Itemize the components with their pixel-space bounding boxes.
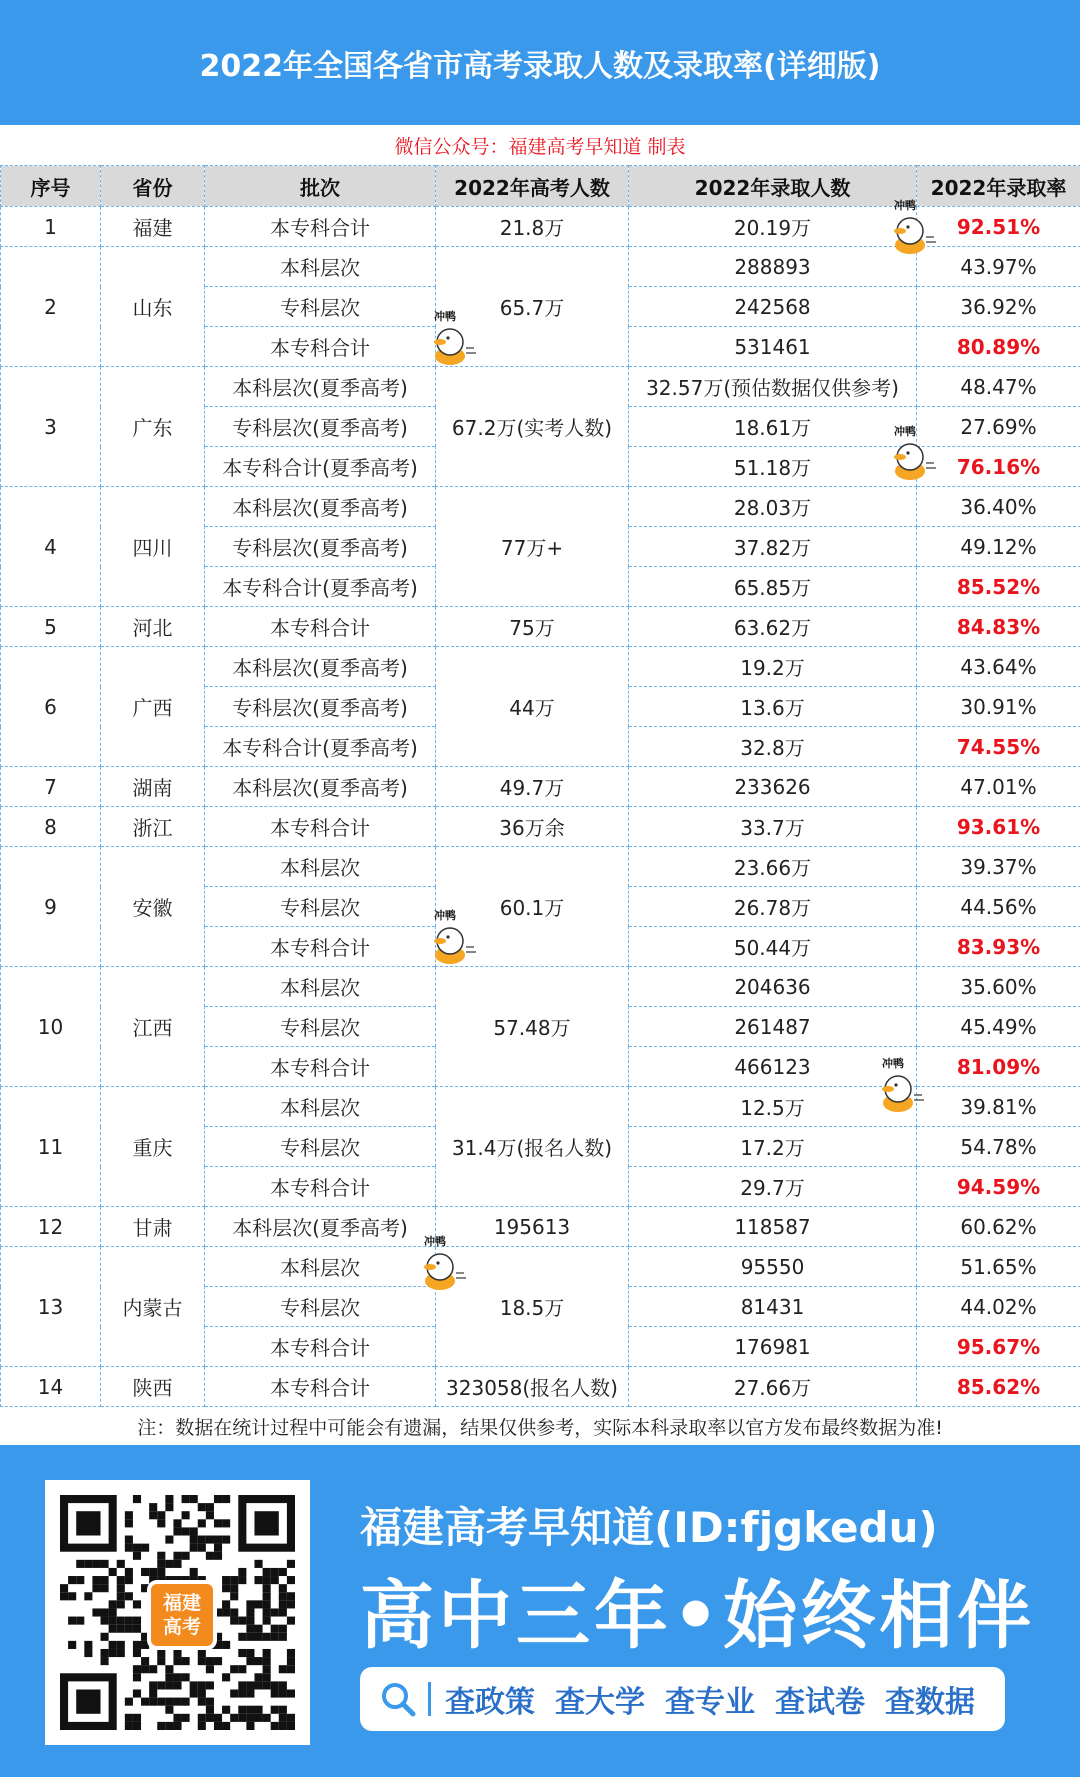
serial-cell: 4 [1, 487, 101, 607]
province-cell: 甘肃 [101, 1207, 205, 1247]
batch-cell: 本专科合计 [205, 1367, 436, 1407]
batch-cell: 专科层次 [205, 887, 436, 927]
examinees-cell: 18.5万 [436, 1247, 629, 1367]
serial-cell: 3 [1, 367, 101, 487]
admitted-cell: 18.61万 [629, 407, 917, 447]
batch-cell: 专科层次 [205, 1127, 436, 1167]
province-cell: 山东 [101, 247, 205, 367]
admitted-cell: 32.8万 [629, 727, 917, 767]
province-cell: 河北 [101, 607, 205, 647]
examinees-cell: 75万 [436, 607, 629, 647]
rate-cell: 39.37% [917, 847, 1080, 887]
batch-cell: 专科层次 [205, 287, 436, 327]
rate-cell: 74.55% [917, 727, 1080, 767]
admitted-cell: 17.2万 [629, 1127, 917, 1167]
serial-cell: 14 [1, 1367, 101, 1407]
serial-cell: 2 [1, 247, 101, 367]
rate-cell: 49.12% [917, 527, 1080, 567]
batch-cell: 专科层次(夏季高考) [205, 527, 436, 567]
admitted-cell: 63.62万 [629, 607, 917, 647]
search-item-university[interactable]: 查大学 [555, 1685, 645, 1720]
qr-badge-line-2: 高考 [162, 1616, 201, 1638]
table-row [1, 967, 1080, 1007]
admitted-cell: 65.85万 [629, 567, 917, 607]
rate-cell: 92.51% [917, 207, 1080, 247]
batch-cell: 本专科合计(夏季高考) [205, 447, 436, 487]
rate-cell: 85.62% [917, 1367, 1080, 1407]
rate-cell: 27.69% [917, 407, 1080, 447]
admitted-cell: 95550 [629, 1247, 917, 1287]
subtitle: 微信公众号：福建高考早知道 制表 [394, 135, 686, 158]
batch-cell: 本专科合计(夏季高考) [205, 567, 436, 607]
column-header: 2022年高考人数 [436, 166, 629, 207]
column-header: 批次 [205, 166, 436, 207]
serial-cell: 6 [1, 647, 101, 767]
table-row [1, 647, 1080, 687]
serial-cell: 13 [1, 1247, 101, 1367]
table-row [1, 767, 1080, 807]
rate-cell: 81.09% [917, 1047, 1080, 1087]
province-cell: 江西 [101, 967, 205, 1087]
batch-cell: 本专科合计(夏季高考) [205, 727, 436, 767]
rate-cell: 83.93% [917, 927, 1080, 967]
batch-cell: 本科层次 [205, 1247, 436, 1287]
admitted-cell: 51.18万 [629, 447, 917, 487]
footnote: 注：数据在统计过程中可能会有遗漏，结果仅供参考，实际本科录取率以官方发布最终数据为准! [137, 1417, 943, 1439]
table-area [0, 125, 1080, 1445]
search-item-exam-papers[interactable]: 查试卷 [775, 1685, 865, 1720]
rate-cell: 36.40% [917, 487, 1080, 527]
table-row [1, 207, 1080, 247]
rate-cell: 95.67% [917, 1327, 1080, 1367]
province-cell: 福建 [101, 207, 205, 247]
search-item-policy[interactable]: 查政策 [445, 1685, 535, 1720]
examinees-cell: 44万 [436, 647, 629, 767]
serial-cell: 1 [1, 207, 101, 247]
table-row [1, 1207, 1080, 1247]
table-row [1, 1247, 1080, 1287]
admitted-cell: 176981 [629, 1327, 917, 1367]
batch-cell: 本专科合计 [205, 1047, 436, 1087]
admitted-cell: 118587 [629, 1207, 917, 1247]
table-row [1, 367, 1080, 407]
duck-sticker-label: 冲鸭 [894, 199, 916, 212]
examinees-cell: 77万+ [436, 487, 629, 607]
rate-cell: 84.83% [917, 607, 1080, 647]
province-cell: 浙江 [101, 807, 205, 847]
table-body [1, 207, 1080, 1407]
admitted-cell: 204636 [629, 967, 917, 1007]
batch-cell: 本科层次 [205, 847, 436, 887]
batch-cell: 专科层次 [205, 1287, 436, 1327]
table-row [1, 847, 1080, 887]
serial-cell: 5 [1, 607, 101, 647]
serial-cell: 10 [1, 967, 101, 1087]
province-cell: 四川 [101, 487, 205, 607]
province-cell: 重庆 [101, 1087, 205, 1207]
table-row [1, 247, 1080, 287]
batch-cell: 专科层次(夏季高考) [205, 687, 436, 727]
batch-cell: 本专科合计 [205, 1327, 436, 1367]
slogan: 高中三年•始终相伴 [360, 1573, 1036, 1659]
province-cell: 湖南 [101, 767, 205, 807]
admitted-cell: 531461 [629, 327, 917, 367]
table-row [1, 487, 1080, 527]
rate-cell: 94.59% [917, 1167, 1080, 1207]
batch-cell: 本专科合计 [205, 607, 436, 647]
examinees-cell: 60.1万 [436, 847, 629, 967]
admitted-cell: 23.66万 [629, 847, 917, 887]
batch-cell: 本科层次(夏季高考) [205, 647, 436, 687]
admitted-cell: 27.66万 [629, 1367, 917, 1407]
batch-cell: 本科层次 [205, 1087, 436, 1127]
admission-table [0, 165, 1080, 1407]
column-header: 序号 [1, 166, 101, 207]
rate-cell: 48.47% [917, 367, 1080, 407]
batch-cell: 本科层次(夏季高考) [205, 767, 436, 807]
rate-cell: 35.60% [917, 967, 1080, 1007]
rate-cell: 85.52% [917, 567, 1080, 607]
province-cell: 安徽 [101, 847, 205, 967]
examinees-cell: 65.7万 [436, 247, 629, 367]
examinees-cell: 195613 [436, 1207, 629, 1247]
duck-sticker-label: 冲鸭 [882, 1057, 904, 1070]
admitted-cell: 26.78万 [629, 887, 917, 927]
admitted-cell: 50.44万 [629, 927, 917, 967]
rate-cell: 30.91% [917, 687, 1080, 727]
table-row [1, 1367, 1080, 1407]
admitted-cell: 32.57万(预估数据仅供参考) [629, 367, 917, 407]
search-icon [378, 1679, 418, 1719]
duck-sticker-label: 冲鸭 [434, 310, 456, 323]
batch-cell: 本科层次(夏季高考) [205, 1207, 436, 1247]
province-cell: 广东 [101, 367, 205, 487]
qr-code[interactable] [45, 1480, 310, 1745]
batch-cell: 本专科合计 [205, 927, 436, 967]
footer-banner [0, 1445, 1080, 1777]
province-cell: 内蒙古 [101, 1247, 205, 1367]
table-header-row [1, 166, 1080, 207]
admitted-cell: 242568 [629, 287, 917, 327]
examinees-cell: 31.4万(报名人数) [436, 1087, 629, 1207]
rate-cell: 44.56% [917, 887, 1080, 927]
rate-cell: 93.61% [917, 807, 1080, 847]
admitted-cell: 28.03万 [629, 487, 917, 527]
table-row [1, 807, 1080, 847]
batch-cell: 本专科合计 [205, 1167, 436, 1207]
batch-cell: 专科层次(夏季高考) [205, 407, 436, 447]
rate-cell: 80.89% [917, 327, 1080, 367]
duck-sticker-label: 冲鸭 [894, 425, 916, 438]
batch-cell: 本专科合计 [205, 807, 436, 847]
rate-cell: 47.01% [917, 767, 1080, 807]
admitted-cell: 13.6万 [629, 687, 917, 727]
rate-cell: 39.81% [917, 1087, 1080, 1127]
rate-cell: 60.62% [917, 1207, 1080, 1247]
batch-cell: 本科层次(夏季高考) [205, 487, 436, 527]
rate-cell: 36.92% [917, 287, 1080, 327]
page-title: 2022年全国各省市高考录取人数及录取率(详细版) [199, 48, 881, 84]
search-bar[interactable] [360, 1667, 1005, 1731]
examinees-cell: 36万余 [436, 807, 629, 847]
examinees-cell: 323058(报名人数) [436, 1367, 629, 1407]
examinees-cell: 21.8万 [436, 207, 629, 247]
examinees-cell: 49.7万 [436, 767, 629, 807]
title-bar [0, 0, 1080, 125]
batch-cell: 本科层次 [205, 247, 436, 287]
search-item-data[interactable]: 查数据 [885, 1685, 975, 1720]
serial-cell: 8 [1, 807, 101, 847]
examinees-cell: 57.48万 [436, 967, 629, 1087]
batch-cell: 本专科合计 [205, 207, 436, 247]
province-cell: 广西 [101, 647, 205, 767]
serial-cell: 9 [1, 847, 101, 967]
rate-cell: 51.65% [917, 1247, 1080, 1287]
admitted-cell: 81431 [629, 1287, 917, 1327]
admitted-cell: 20.19万 [629, 207, 917, 247]
duck-sticker-label: 冲鸭 [424, 1235, 446, 1248]
qr-logo-badge [147, 1580, 217, 1650]
qr-badge-line-1: 福建 [162, 1592, 201, 1614]
column-header: 2022年录取人数 [629, 166, 917, 207]
table-row [1, 1087, 1080, 1127]
admitted-cell: 466123 [629, 1047, 917, 1087]
admitted-cell: 33.7万 [629, 807, 917, 847]
admitted-cell: 261487 [629, 1007, 917, 1047]
search-item-major[interactable]: 查专业 [665, 1685, 755, 1720]
province-cell: 陕西 [101, 1367, 205, 1407]
duck-sticker-label: 冲鸭 [434, 909, 456, 922]
serial-cell: 12 [1, 1207, 101, 1247]
admitted-cell: 19.2万 [629, 647, 917, 687]
rate-cell: 43.97% [917, 247, 1080, 287]
batch-cell: 本专科合计 [205, 327, 436, 367]
search-divider [428, 1682, 431, 1716]
admitted-cell: 288893 [629, 247, 917, 287]
column-header: 2022年录取率 [917, 166, 1080, 207]
rate-cell: 45.49% [917, 1007, 1080, 1047]
rate-cell: 76.16% [917, 447, 1080, 487]
admitted-cell: 233626 [629, 767, 917, 807]
brand-name: 福建高考早知道(ID:fjgkedu) [360, 1503, 938, 1552]
admitted-cell: 12.5万 [629, 1087, 917, 1127]
admitted-cell: 29.7万 [629, 1167, 917, 1207]
batch-cell: 专科层次 [205, 1007, 436, 1047]
examinees-cell: 67.2万(实考人数) [436, 367, 629, 487]
serial-cell: 7 [1, 767, 101, 807]
batch-cell: 本科层次(夏季高考) [205, 367, 436, 407]
rate-cell: 43.64% [917, 647, 1080, 687]
column-header: 省份 [101, 166, 205, 207]
rate-cell: 54.78% [917, 1127, 1080, 1167]
batch-cell: 本科层次 [205, 967, 436, 1007]
table-row [1, 607, 1080, 647]
serial-cell: 11 [1, 1087, 101, 1207]
admitted-cell: 37.82万 [629, 527, 917, 567]
rate-cell: 44.02% [917, 1287, 1080, 1327]
